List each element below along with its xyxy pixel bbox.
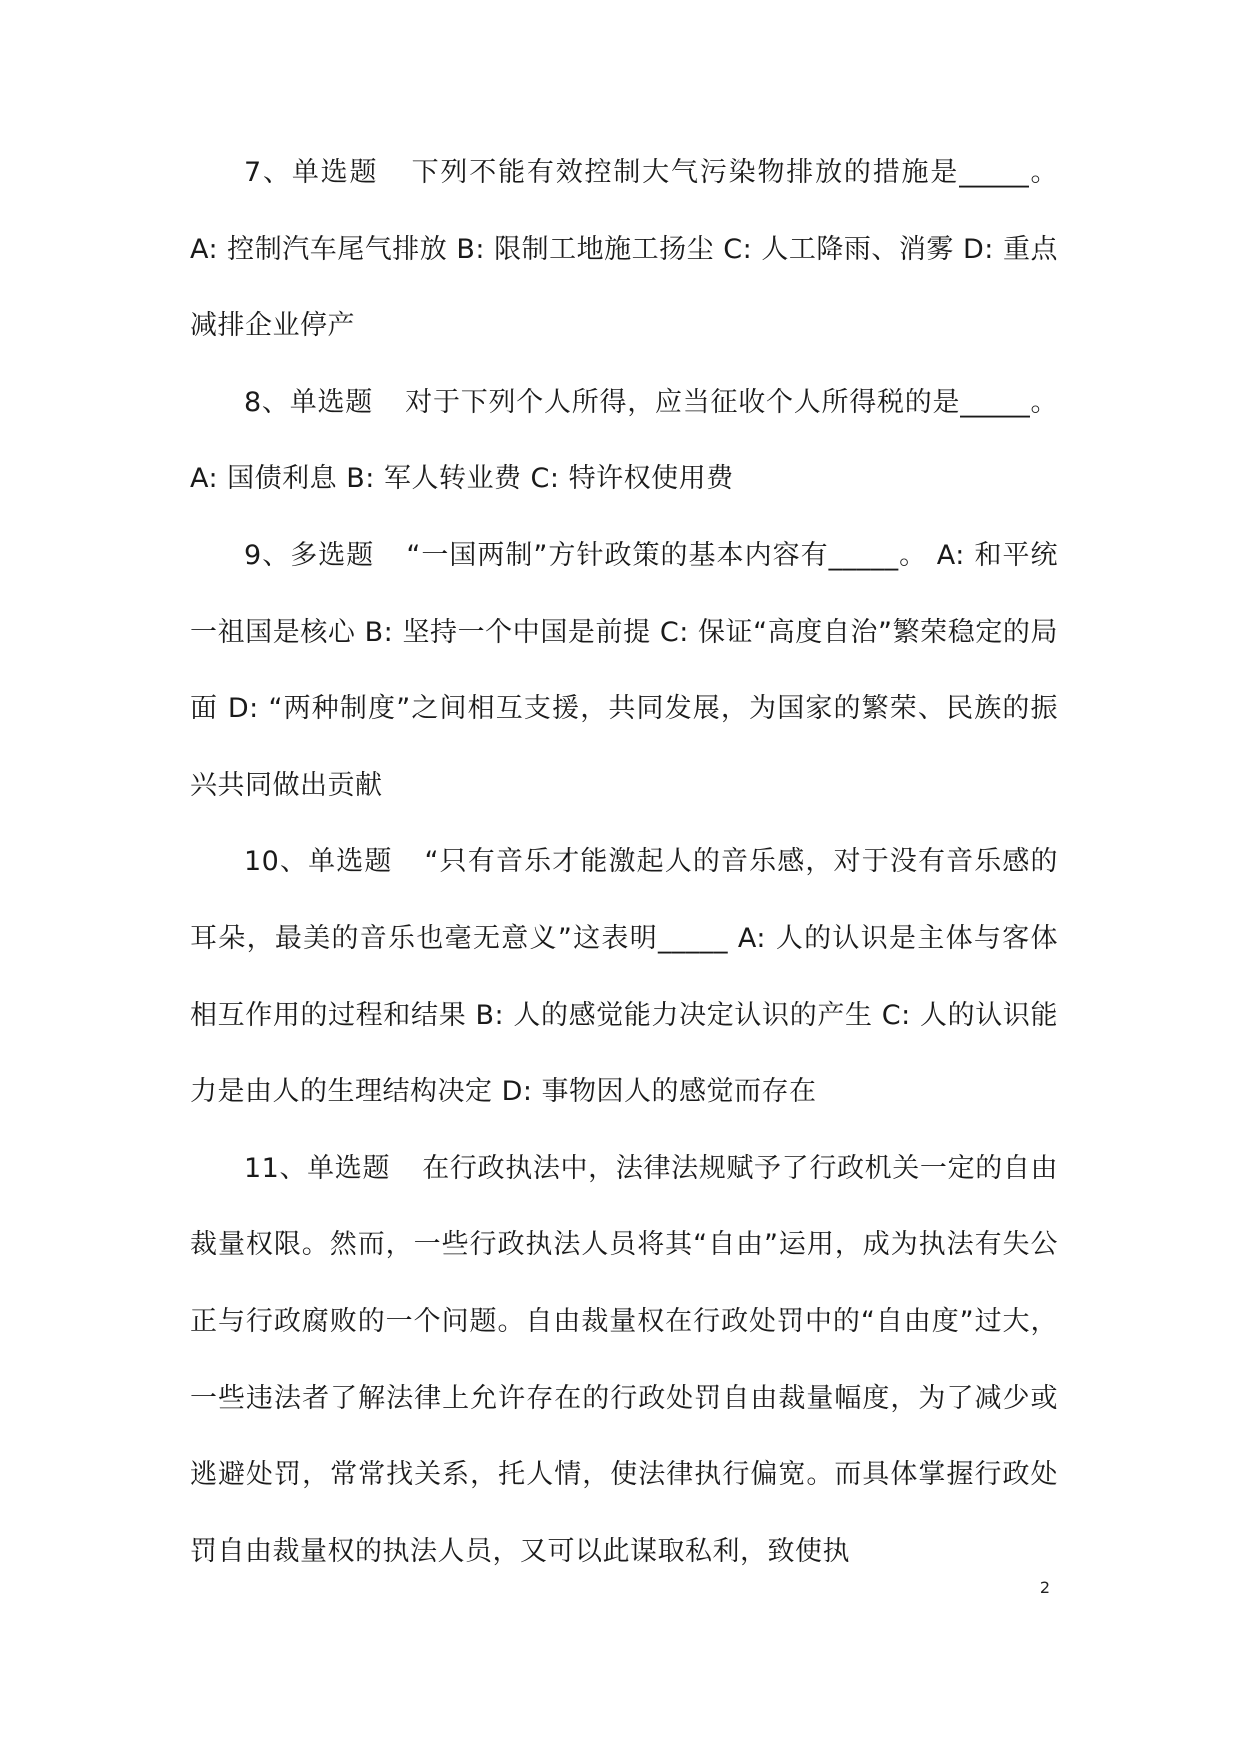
question-10 [190, 824, 1058, 1130]
question-type: 单选题 [291, 157, 379, 188]
question-8 [190, 365, 1058, 518]
question-number: 9、 [244, 539, 291, 571]
page-number: 2 [1039, 1578, 1050, 1597]
question-9 [190, 518, 1058, 824]
question-list [190, 135, 1058, 1590]
question-number: 7、 [244, 157, 292, 188]
question-text: “只有音乐才能激起人的音乐感，对于没有音乐感的耳朵，最美的音乐也毫无意义”这表明_____ A: 人的认识是主体与客体相互作用的过程和结果 B: 人的感觉能力决定认识的产生 C: 人的认识能力是由人的生理结构决定 D: 事物因人的感觉而存在 [190, 846, 1059, 1108]
question-number: 11、 [244, 1152, 308, 1184]
question-text: 对于下列个人所得，应当征收个人所得税的是_____。 A: 国债利息 B: 军人转业费 C: 特许权使用费 [190, 386, 1059, 495]
question-type: 单选题 [308, 846, 393, 878]
question-number: 8、 [244, 386, 290, 418]
question-text: 在行政执法中，法律法规赋予了行政机关一定的自由裁量权限。然而，一些行政执法人员将其“自由”运用，成为执法有失公正与行政腐败的一个问题。自由裁量权在行政处罚中的“自由度”过大，一些违法者了解法律上允许存在的行政处罚自由裁量幅度，为了减少或逃避处罚，常常找关系，托人情，使法律执行偏宽。而具体掌握行政处罚自由裁量权的执法人员，又可以此谋取私利，致使执 [190, 1152, 1059, 1567]
question-text: 下列不能有效控制大气污染物排放的措施是_____。 A: 控制汽车尾气排放 B: 限制工地施工扬尘 C: 人工降雨、消雾 D: 重点减排企业停产 [190, 157, 1059, 342]
question-7 [190, 135, 1058, 365]
question-type: 单选题 [289, 386, 373, 418]
question-11 [190, 1131, 1058, 1591]
question-type: 多选题 [290, 539, 375, 571]
question-type: 单选题 [307, 1152, 391, 1184]
question-number: 10、 [244, 846, 309, 878]
question-text: “一国两制”方针政策的基本内容有_____。 A: 和平统一祖国是核心 B: 坚持一个中国是前提 C: 保证“高度自治”繁荣稳定的局面 D: “两种制度”之间相互支援，共同发展，为国家的繁荣、民族的振兴共同做出贡献 [190, 539, 1059, 801]
